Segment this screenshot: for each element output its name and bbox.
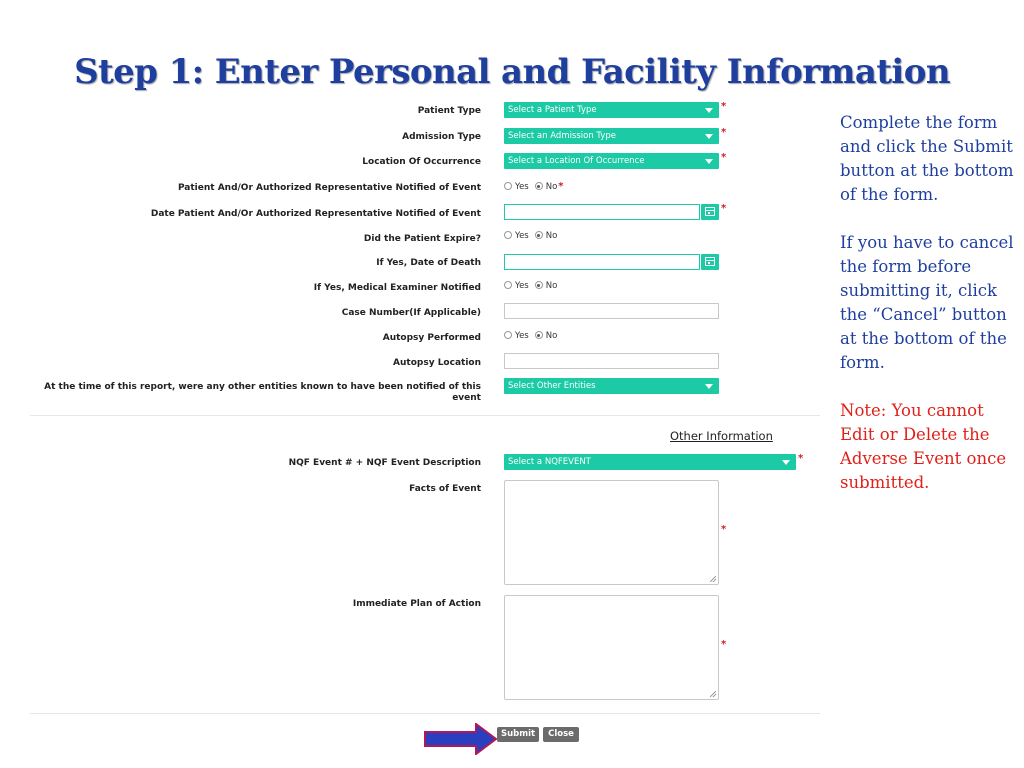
required-marker: * [721,127,727,138]
notified-label: Patient And/Or Authorized Representative Notified of Event [177,183,481,193]
notified-no-radio[interactable] [535,182,543,190]
medical-examiner-radio-group [504,281,557,291]
section-divider [30,713,820,714]
medical-examiner-yes-label: Yes [515,281,529,291]
required-marker: * [721,203,727,214]
chevron-down-icon [705,134,713,139]
location-value: Select a Location Of Occurrence [508,156,645,166]
autopsy-location-input[interactable] [504,353,719,369]
section-divider [30,415,820,416]
calendar-icon [705,257,715,266]
admission-type-select[interactable] [504,128,719,144]
case-number-input[interactable] [504,303,719,319]
facts-textarea[interactable] [504,480,719,585]
expired-no-radio[interactable] [535,231,543,239]
nqf-select[interactable] [504,454,796,470]
instructions-paragraph: Complete the form and click the Submit button at the bottom of the form. [840,113,1014,204]
date-death-calendar-button[interactable] [701,254,719,270]
notified-yes-label: Yes [515,182,529,192]
other-entities-select[interactable] [504,378,719,394]
chevron-down-icon [705,108,713,113]
other-information-link[interactable]: Other Information [670,429,773,443]
close-button[interactable]: Close [543,727,579,742]
resize-grip-icon[interactable] [710,576,716,582]
admission-type-label: Admission Type [402,132,481,142]
required-marker: * [798,453,804,464]
autopsy-no-radio[interactable] [535,331,543,339]
date-notified-input[interactable] [504,204,700,220]
chevron-down-icon [782,460,790,465]
autopsy-no-label: No [545,331,558,341]
medical-examiner-no-label: No [545,281,558,291]
notified-no-label: No [545,182,558,192]
location-label: Location Of Occurrence [362,157,481,167]
medical-examiner-no-radio[interactable] [535,281,543,289]
expired-no-label: No [545,231,558,241]
expired-radio-group [504,231,557,241]
instructions-note: Note: You cannot Edit or Delete the Adverse Event once submitted. [840,401,1007,492]
notified-yes-radio[interactable] [504,182,512,190]
date-death-input[interactable] [504,254,700,270]
required-marker: * [721,639,727,650]
other-entities-value: Select Other Entities [508,381,596,391]
calendar-icon [705,207,715,216]
required-marker: * [721,101,727,112]
required-marker: * [558,181,564,192]
medical-examiner-label: If Yes, Medical Examiner Notified [313,283,481,293]
date-death-label: If Yes, Date of Death [376,258,481,268]
nqf-label: NQF Event # + NQF Event Description [288,458,481,468]
plan-textarea[interactable] [504,595,719,700]
patient-type-label: Patient Type [417,106,481,116]
patient-type-select[interactable] [504,102,719,118]
notified-radio-group [504,181,564,192]
chevron-down-icon [705,384,713,389]
required-marker: * [721,524,727,535]
patient-type-value: Select a Patient Type [508,105,597,115]
autopsy-yes-radio[interactable] [504,331,512,339]
expired-label: Did the Patient Expire? [363,234,481,244]
expired-yes-label: Yes [515,231,529,241]
autopsy-yes-label: Yes [515,331,529,341]
date-notified-calendar-button[interactable] [701,204,719,220]
resize-grip-icon[interactable] [710,691,716,697]
other-entities-label: At the time of this report, were any other entities known to have been notified of this event [44,382,481,403]
submit-button[interactable]: Submit [497,727,539,742]
required-marker: * [721,152,727,163]
date-notified-label: Date Patient And/Or Authorized Representative Notified of Event [150,209,481,219]
instructions-panel [840,111,1018,495]
chevron-down-icon [705,159,713,164]
location-select[interactable] [504,153,719,169]
admission-type-value: Select an Admission Type [508,131,616,141]
case-number-label: Case Number(If Applicable) [341,308,481,318]
slide-title: Step 1: Enter Personal and Facility Information [74,52,950,92]
autopsy-radio-group [504,331,557,341]
arrow-right-icon [424,723,498,755]
instructions-paragraph: If you have to cancel the form before submitting it, click the “Cancel” button at the bottom of the form. [840,233,1014,372]
medical-examiner-yes-radio[interactable] [504,281,512,289]
autopsy-location-label: Autopsy Location [393,358,481,368]
nqf-value: Select a NQFEVENT [508,457,591,467]
plan-label: Immediate Plan of Action [352,599,481,609]
expired-yes-radio[interactable] [504,231,512,239]
facts-label: Facts of Event [409,484,481,494]
autopsy-label: Autopsy Performed [382,333,481,343]
